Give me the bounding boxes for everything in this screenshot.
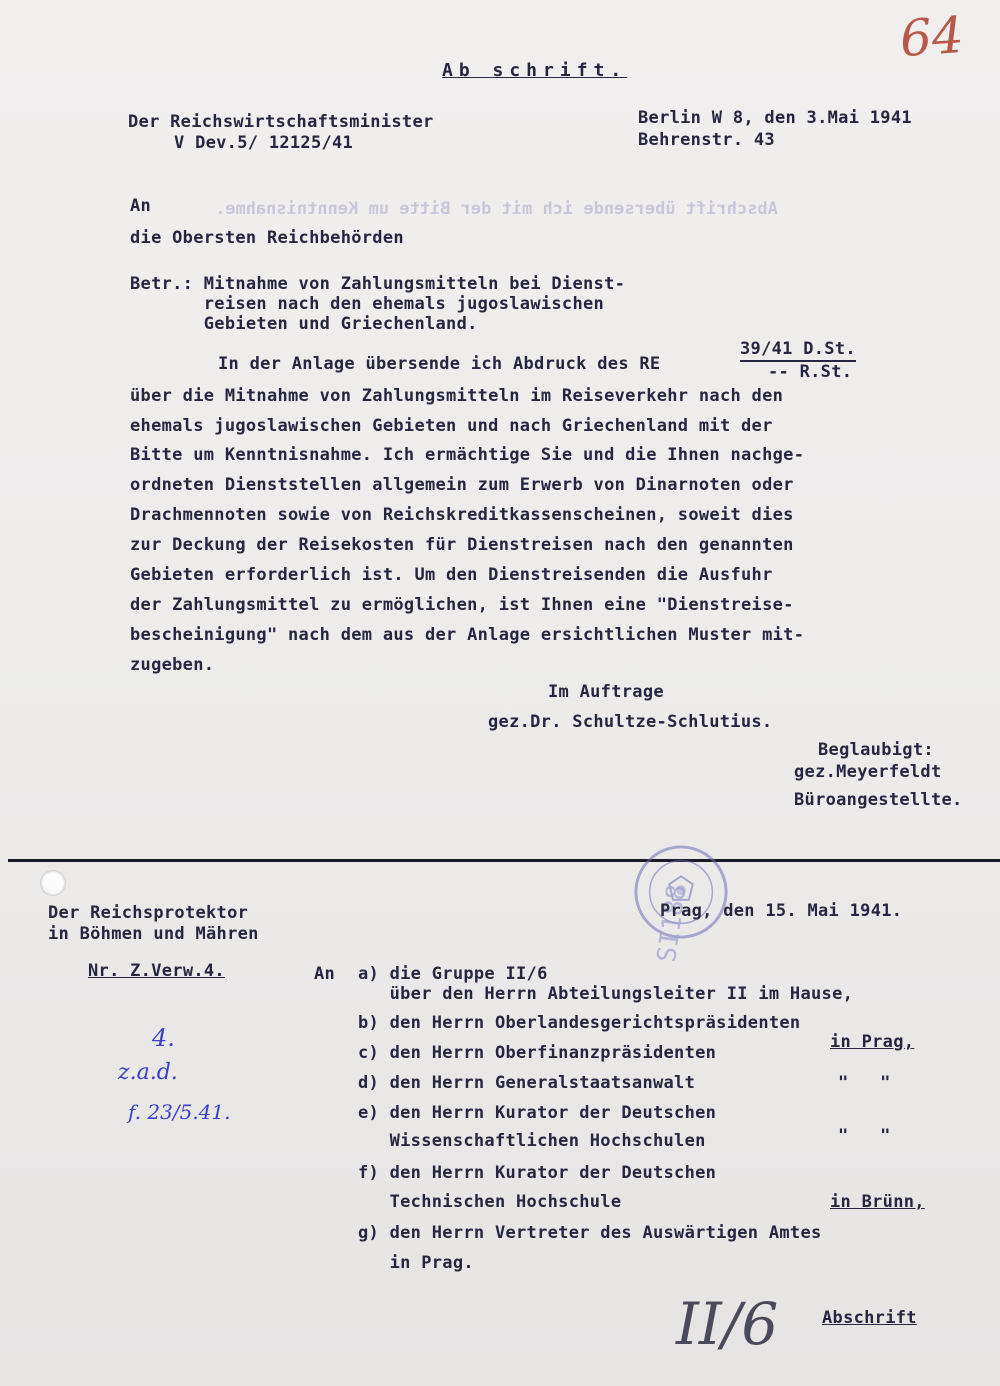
body-line: In der Anlage übersende ich Abdruck des RE <box>218 354 661 374</box>
list-item: g) den Herrn Vertreter des Auswärtigen Amtes <box>358 1223 822 1243</box>
subject-line: Betr.: Mitnahme von Zahlungsmitteln bei Dienst- <box>130 274 626 294</box>
location-bruenn: in Brünn, <box>830 1192 925 1212</box>
place-date-2: Prag, den 15. Mai 1941. <box>660 901 903 921</box>
stamp-number: SI188 <box>652 882 693 965</box>
separator-line <box>8 859 1000 862</box>
footer-label: Abschrift <box>822 1308 917 1328</box>
to-label: An <box>130 196 152 216</box>
body-line: bescheinigung" nach dem aus der Anlage ersichtlichen Muster mit- <box>130 625 805 645</box>
ditto-mark: " " <box>838 1126 891 1146</box>
document-title: Ab schrift. <box>442 60 628 81</box>
list-item: über den Herrn Abteilungsleiter II im Hause, <box>358 984 854 1004</box>
list-item: in Prag. <box>358 1253 474 1273</box>
body-line: Bitte um Kenntnisnahme. Ich ermächtige Sie und die Ihnen nachge- <box>130 445 805 465</box>
sender-line-1: Der Reichswirtschaftsminister <box>128 112 434 132</box>
list-item: Technischen Hochschule <box>358 1192 622 1212</box>
body-line: ehemals jugoslawischen Gebieten und nach Griechenland mit der <box>130 416 773 436</box>
list-item: Wissenschaftlichen Hochschulen <box>358 1131 706 1151</box>
margin-note-2: z.a.d. <box>118 1060 178 1085</box>
certified-by: gez.Meyerfeldt <box>794 762 942 782</box>
reference-top: 39/41 D.St. <box>740 341 856 362</box>
body-line: über die Mitnahme von Zahlungsmitteln im Reiseverkehr nach den <box>130 386 784 406</box>
sender-line-2: V Dev.5/ 12125/41 <box>174 133 354 153</box>
list-item: f) den Herrn Kurator der Deutschen <box>358 1163 717 1183</box>
closing: Im Auftrage <box>548 682 664 702</box>
recipient: die Obersten Reichbehörden <box>130 228 404 248</box>
list-item: c) den Herrn Oberfinanzpräsidenten <box>358 1043 717 1063</box>
handwritten-group-mark: II/6 <box>676 1290 779 1358</box>
sender2-line-1: Der Reichsprotektor <box>48 903 249 923</box>
reference-bottom: -- R.St. <box>768 362 853 382</box>
body-line: ordneten Dienststellen allgemein zum Erwerb von Dinarnoten oder <box>130 475 794 495</box>
list-item: d) den Herrn Generalstaatsanwalt <box>358 1073 696 1093</box>
body-line: Drachmennoten sowie von Reichskreditkassenscheinen, soweit dies <box>130 505 794 525</box>
body-line: zur Deckung der Reisekosten für Dienstreisen nach den genannten <box>130 535 794 555</box>
to-label-2: An <box>314 964 336 984</box>
body-line: zugeben. <box>130 655 215 675</box>
subject-line: reisen nach den ehemals jugoslawischen <box>130 294 605 314</box>
body-line: Gebieten erforderlich ist. Um den Dienstreisenden die Ausfuhr <box>130 565 773 585</box>
bleed-through-text: Abschrift übersende ich mit der Bitte um Kenntnisnahme. <box>215 199 778 219</box>
list-item: a) die Gruppe II/6 <box>358 964 548 984</box>
page-number: 64 <box>898 5 966 69</box>
reference-number: Nr. Z.Verw.4. <box>88 961 225 981</box>
margin-note-3: f. 23/5.41. <box>128 1100 231 1124</box>
location-prag: in Prag, <box>830 1032 915 1052</box>
punch-hole <box>40 870 66 896</box>
ditto-mark: " " <box>838 1073 891 1093</box>
signature-typed: gez.Dr. Schultze-Schlutius. <box>488 712 773 732</box>
address: Behrenstr. 43 <box>638 130 775 150</box>
subject-line: Gebieten und Griechenland. <box>130 314 478 334</box>
list-item: e) den Herrn Kurator der Deutschen <box>358 1103 717 1123</box>
body-line: der Zahlungsmittel zu ermöglichen, ist Ihnen eine "Dienstreise- <box>130 595 794 615</box>
certified-label: Beglaubigt: <box>818 740 934 760</box>
place-date: Berlin W 8, den 3.Mai 1941 <box>638 108 912 128</box>
certified-role: Büroangestellte. <box>794 790 963 810</box>
list-item: b) den Herrn Oberlandesgerichtspräsidenten <box>358 1013 801 1033</box>
margin-note-1: 4. <box>152 1024 175 1052</box>
sender2-line-2: in Böhmen und Mähren <box>48 924 259 944</box>
